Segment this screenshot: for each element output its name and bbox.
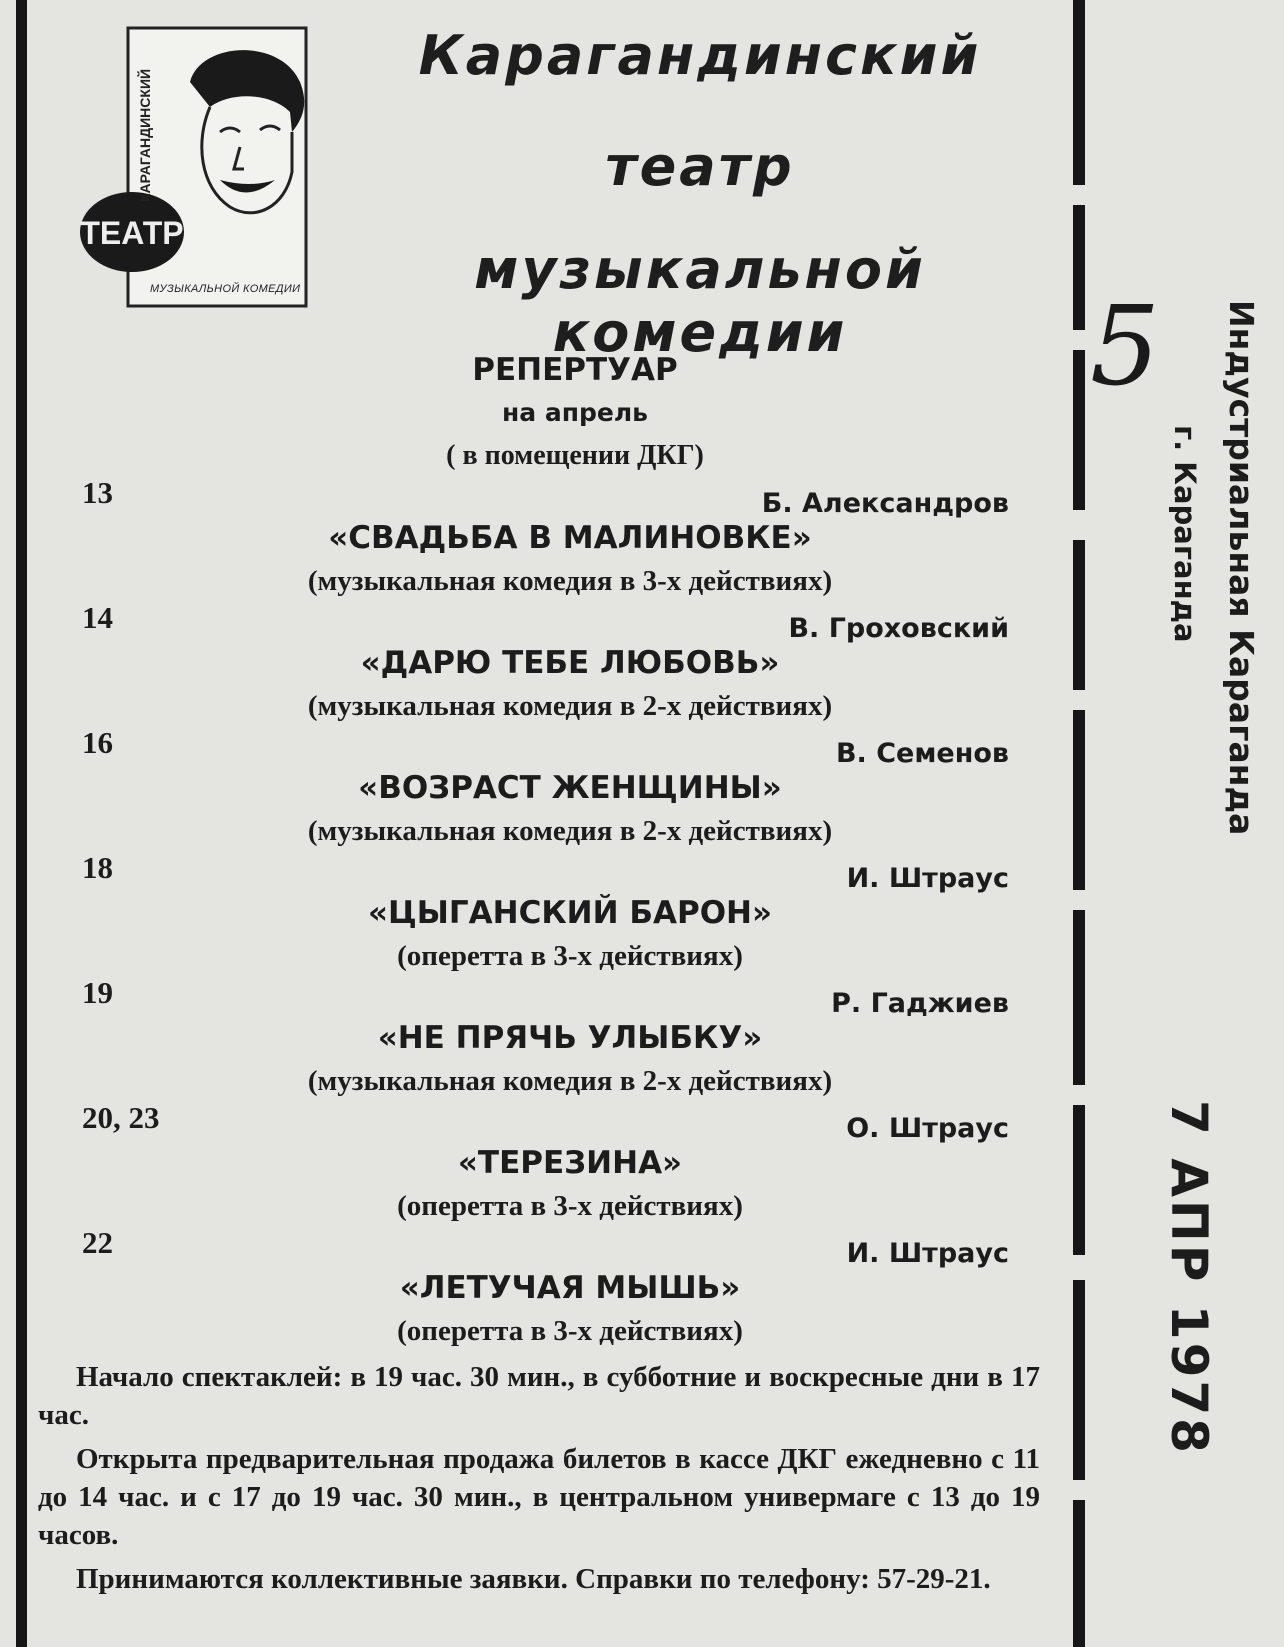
show-composer: О. Штраус [846, 1113, 1009, 1144]
handwritten-number: 5 [1090, 282, 1160, 410]
show-title: «ТЕРЕЗИНА» [457, 1145, 683, 1181]
logo-badge-text: ТЕАТР [80, 215, 184, 251]
show-title: «ВОЗРАСТ ЖЕНЩИНЫ» [358, 770, 782, 806]
show-title: «ЦЫГАНСКИЙ БАРОН» [367, 895, 773, 931]
show-genre: (музыкальная комедия в 3-х действиях) [307, 565, 833, 597]
header-line-2: театр [605, 135, 795, 198]
show-title: «ДАРЮ ТЕБЕ ЛЮБОВЬ» [360, 645, 780, 681]
show-genre: (музыкальная комедия в 2-х действиях) [307, 1065, 833, 1097]
show-date: 14 [82, 600, 113, 635]
right-border-rule [1073, 205, 1085, 330]
repertoire-month: на апрель [502, 398, 648, 427]
show-date: 22 [82, 1225, 113, 1260]
show-composer: И. Штраус [846, 1238, 1009, 1269]
repertoire-title: РЕПЕРТУАР [472, 352, 678, 388]
right-border-rule [1073, 1105, 1085, 1255]
right-border-rule [1073, 0, 1085, 185]
show-composer: Р. Гаджиев [831, 988, 1009, 1019]
repertoire-venue: ( в помещении ДКГ) [446, 440, 704, 471]
right-border-rule [1073, 350, 1085, 510]
show-composer: Б. Александров [761, 488, 1009, 519]
left-border-rule [16, 0, 27, 1647]
logo-vertical-text: КАРАГАНДИНСКИЙ [137, 68, 153, 202]
show-genre: (оперетта в 3-х действиях) [397, 940, 743, 972]
show-date: 18 [82, 850, 113, 885]
show-composer: В. Гроховский [788, 613, 1009, 644]
right-border-rule [1073, 1280, 1085, 1480]
notice-group-orders: Принимаются коллективные заявки. Справки по телефону: 57-29-21. [76, 1563, 991, 1595]
show-date: 16 [82, 725, 113, 760]
right-border-rule [1073, 710, 1085, 890]
right-border-rule [1073, 540, 1085, 690]
header-line-3: музыкальной комедии [474, 238, 926, 364]
show-title: «ЛЕТУЧАЯ МЫШЬ» [399, 1270, 741, 1306]
show-genre: (музыкальная комедия в 2-х действиях) [307, 690, 833, 722]
show-date: 19 [82, 975, 113, 1010]
show-composer: В. Семенов [835, 738, 1009, 769]
right-border-rule [1073, 910, 1085, 1085]
show-composer: И. Штраус [846, 863, 1009, 894]
show-date: 20, 23 [82, 1100, 160, 1135]
theatre-logo [70, 22, 310, 314]
show-genre: (музыкальная комедия в 2-х действиях) [307, 815, 833, 847]
newspaper-city: г. Караганда [1168, 425, 1202, 643]
logo-bottom-text: МУЗЫКАЛЬНОЙ КОМЕДИИ [150, 283, 300, 295]
notice-ticket-sales: Открыта предварительная продажа билетов в кассе ДКГ ежедневно с 11 до 14 час. и с 17 до 19 час. 30 мин., в центральном универмаге с 13 до 19 часов. [38, 1443, 1040, 1551]
show-genre: (оперетта в 3-х действиях) [397, 1315, 743, 1347]
date-stamp: 7 АПР 1978 [1160, 1100, 1218, 1456]
show-genre: (оперетта в 3-х действиях) [397, 1190, 743, 1222]
show-title: «НЕ ПРЯЧЬ УЛЫБКУ» [377, 1020, 763, 1056]
show-title: «СВАДЬБА В МАЛИНОВКЕ» [328, 520, 812, 556]
right-border-rule [1073, 1500, 1085, 1647]
newspaper-name: Индустриальная Караганда [1222, 300, 1261, 836]
show-date: 13 [82, 475, 113, 510]
header-line-1: Карагандинский [418, 24, 982, 87]
notice-showtimes: Начало спектаклей: в 19 час. 30 мин., в субботние и воскресные дни в 17 час. [38, 1361, 1040, 1431]
